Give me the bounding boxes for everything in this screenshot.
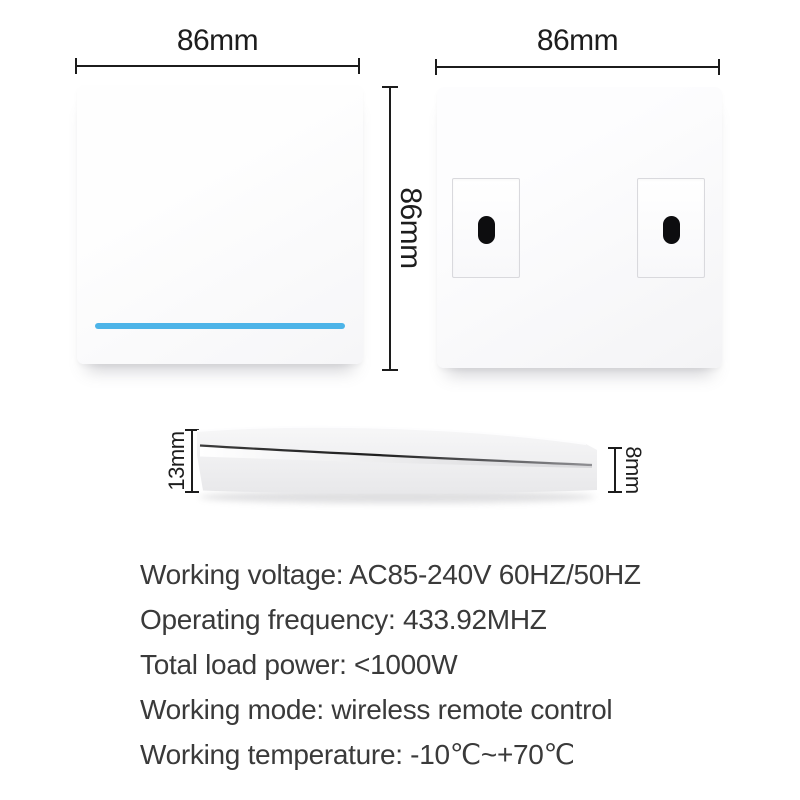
specifications-block [140, 552, 641, 777]
switch-front-panel [77, 85, 363, 364]
spec-working-voltage: Working voltage: AC85-240V 60HZ/50HZ [140, 559, 641, 590]
dimension-line [435, 66, 720, 68]
switch-back-panel [437, 87, 722, 368]
front-height-dimension-label: 86mm [394, 187, 427, 269]
spec-operating-frequency: Operating frequency: 433.92MHZ [140, 604, 547, 635]
side-right-thickness-label: 8mm [621, 446, 646, 494]
side-profile-view [190, 424, 610, 510]
spec-total-load-power: Total load power: <1000W [140, 649, 458, 680]
back-width-dimension-line [435, 59, 720, 75]
dimension-cap [382, 369, 398, 371]
dimension-line [389, 86, 391, 371]
front-width-dimension-line [75, 58, 360, 74]
dimension-line [614, 447, 616, 493]
dimension-cap [358, 58, 360, 74]
mounting-frame-left [452, 178, 520, 278]
side-left-thickness-label: 13mm [164, 431, 189, 491]
indicator-bar [95, 323, 345, 329]
key-slot-left [478, 216, 495, 244]
mounting-frame-right [637, 178, 705, 278]
spec-working-mode: Working mode: wireless remote control [140, 694, 613, 725]
key-slot-right [663, 216, 680, 244]
spec-working-temperature: Working temperature: -10℃~+70℃ [140, 739, 575, 770]
back-width-dimension-label: 86mm [536, 24, 619, 57]
front-width-dimension-label: 86mm [176, 24, 259, 57]
dimension-cap [718, 59, 720, 75]
dimension-line [75, 65, 360, 67]
